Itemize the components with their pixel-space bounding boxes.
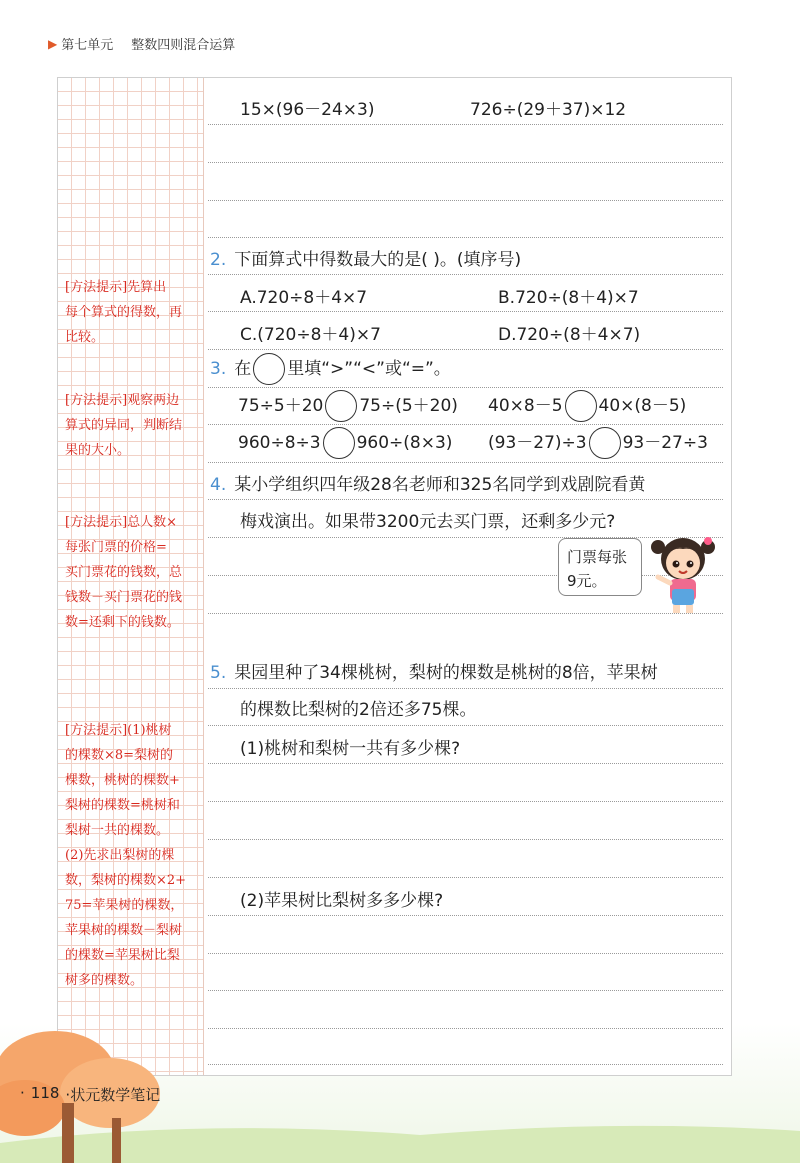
option-c[interactable]: C.(720÷8＋4)×7: [240, 325, 381, 345]
method-tip-q2: [65, 275, 201, 350]
tip-line: 数，梨树的棵数×2+: [65, 873, 187, 888]
tip-line: 钱数－买门票花的钱: [65, 590, 183, 605]
unit-label: 第七单元: [61, 38, 114, 53]
book-title: ·状元数学笔记: [65, 1086, 161, 1104]
sub-question-1: (1)桃树和梨树一共有多少棵?: [240, 739, 461, 759]
worksheet-page: [57, 77, 732, 1076]
divider-line: [208, 311, 723, 312]
unit-header: [48, 34, 235, 53]
compare-row-1: [238, 389, 458, 423]
tip-line: [方法提示](1)桃树: [65, 723, 172, 738]
expression-2: 726÷(29＋37)×12: [470, 100, 627, 120]
divider-line: [208, 387, 723, 388]
method-tip-q5: [65, 718, 201, 993]
tips-sidebar: [58, 78, 204, 1075]
answer-line[interactable]: [208, 162, 723, 163]
option-a[interactable]: A.720÷8＋4×7: [240, 288, 368, 308]
compare-left: 75÷5＋20: [238, 396, 324, 416]
compare-row-2: [488, 389, 686, 423]
bubble-text: 9元。: [567, 572, 607, 590]
question-number: 2.: [210, 250, 227, 270]
tip-line: 梨树的棵数=桃树和: [65, 798, 180, 813]
compare-blank[interactable]: [325, 390, 357, 422]
compare-right: 93－27÷3: [622, 433, 708, 453]
question-number: 4.: [210, 475, 227, 495]
compare-left: 960÷8÷3: [238, 433, 321, 453]
girl-character-icon: [648, 533, 718, 615]
question-number: 5.: [210, 663, 227, 683]
question-3: [210, 352, 451, 386]
speech-bubble: [558, 538, 642, 596]
tip-line: 数=还剩下的钱数。: [65, 615, 180, 630]
tip-line: [方法提示]先算出: [65, 280, 167, 295]
tip-line: 比较。: [65, 330, 105, 345]
compare-row-3: [238, 426, 452, 460]
compare-right: 960÷(8×3): [356, 433, 453, 453]
tip-line: 梨树一共的棵数。: [65, 823, 170, 838]
divider-line: [208, 424, 723, 425]
question-5-line2: 的棵数比梨树的2倍还多75棵。: [240, 700, 477, 720]
answer-line[interactable]: [208, 839, 723, 840]
page-number: 118: [30, 1084, 60, 1102]
tip-line: 的棵数×8=梨树的: [65, 748, 174, 763]
answer-line[interactable]: [208, 237, 723, 238]
option-d[interactable]: D.720÷(8＋4×7): [498, 325, 641, 345]
compare-blank[interactable]: [565, 390, 597, 422]
bullet-dot: ·: [20, 1084, 25, 1102]
tip-line: 苹果树的棵数－梨树: [65, 923, 183, 938]
divider-line: [208, 349, 723, 350]
tip-line: 75=苹果树的棵数，: [65, 898, 184, 913]
divider-line: [208, 274, 723, 275]
compare-blank[interactable]: [589, 427, 621, 459]
question-4-line2: 梅戏演出。如果带3200元去买门票，还剩多少元?: [240, 512, 616, 532]
divider-line: [208, 462, 723, 463]
question-text: 某小学组织四年级28名老师和325名同学到戏剧院看黄: [234, 475, 646, 495]
tip-line: [方法提示]观察两边: [65, 393, 180, 408]
tip-line: (2)先求出梨树的棵: [65, 848, 175, 863]
question-5: [210, 658, 658, 683]
divider-line: [208, 499, 723, 500]
question-text: 里填“>”“<”或“=”。: [287, 359, 451, 379]
answer-line[interactable]: [208, 990, 723, 991]
compare-blank[interactable]: [323, 427, 355, 459]
tip-line: 树多的棵数。: [65, 973, 144, 988]
answer-line[interactable]: [208, 953, 723, 954]
tip-line: 买门票花的钱数，总: [65, 565, 183, 580]
sub-question-2: (2)苹果树比梨树多多少棵?: [240, 891, 444, 911]
answer-line[interactable]: [208, 915, 723, 916]
question-4: [210, 470, 645, 495]
answer-line[interactable]: [208, 537, 723, 538]
answer-line[interactable]: [208, 200, 723, 201]
question-2: [210, 245, 521, 270]
answer-line[interactable]: [208, 124, 723, 125]
bubble-text: 门票每张: [567, 548, 628, 566]
compare-row-4: [488, 426, 708, 460]
answer-line[interactable]: [208, 613, 723, 614]
tip-line: 棵数，桃树的棵数+: [65, 773, 180, 788]
page-footer: [20, 1084, 160, 1105]
tip-line: 算式的异同，判断结: [65, 418, 183, 433]
answer-line[interactable]: [208, 877, 723, 878]
tip-line: 每个算式的得数，再: [65, 305, 183, 320]
expression-1: 15×(96－24×3): [240, 100, 375, 120]
tip-line: 果的大小。: [65, 443, 131, 458]
problems-area: [208, 78, 723, 1075]
tip-line: 每张门票的价格=: [65, 540, 167, 555]
question-text: 下面算式中得数最大的是( )。(填序号): [234, 250, 522, 270]
divider-line: [208, 725, 723, 726]
method-tip-q4: [65, 510, 201, 635]
divider-line: [208, 688, 723, 689]
compare-left: 40×8－5: [488, 396, 563, 416]
answer-line[interactable]: [208, 575, 723, 576]
compare-left: (93－27)÷3: [488, 433, 587, 453]
question-text: 在: [234, 359, 252, 379]
method-tip-q3: [65, 388, 201, 463]
compare-right: 75÷(5＋20): [359, 396, 458, 416]
triangle-icon: ▶: [48, 36, 58, 51]
answer-line[interactable]: [208, 801, 723, 802]
tip-line: [方法提示]总人数×: [65, 515, 178, 530]
answer-line[interactable]: [208, 763, 723, 764]
question-number: 3.: [210, 359, 227, 379]
tip-line: 的棵数=苹果树比梨: [65, 948, 180, 963]
compare-right: 40×(8－5): [598, 396, 687, 416]
blank-circle-icon: [253, 353, 285, 385]
unit-title: 整数四则混合运算: [131, 38, 236, 53]
question-text: 果园里种了34棵桃树，梨树的棵数是桃树的8倍，苹果树: [234, 663, 658, 683]
option-b[interactable]: B.720÷(8＋4)×7: [498, 288, 639, 308]
